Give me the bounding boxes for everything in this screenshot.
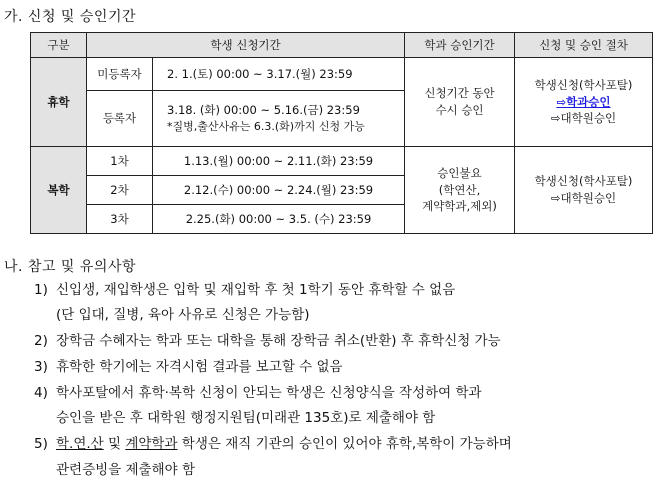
note-text: 장학금 수혜자는 학과 또는 대학을 통해 장학금 취소(반환) 후 휴학신청 가능 — [56, 333, 501, 349]
return-procedure-grad-approval: ⇨대학원승인 — [550, 191, 617, 205]
section-b-title: 나. 참고 및 유의사항 — [4, 259, 136, 275]
leave-sub-unregistered: 미등록자 — [87, 58, 153, 91]
return-sub-3: 3차 — [87, 205, 153, 234]
note-item — [56, 458, 195, 478]
note-text: 및 — [103, 436, 126, 452]
note-number: 2) — [34, 333, 48, 349]
note-item — [34, 432, 512, 452]
leave-period-unregistered: 2. 1.(토) 00:00 ~ 3.17.(월) 23:59 — [153, 58, 405, 91]
note-number: 4) — [34, 385, 48, 401]
leave-approval-line: 수시 승인 — [435, 103, 484, 117]
note-text: 학사포탈에서 휴학·복학 신청이 안되는 학생은 신청양식을 작성하여 학과 — [56, 385, 482, 401]
table-row — [31, 147, 653, 176]
leave-sub-registered: 등록자 — [87, 91, 153, 147]
note-text: 관련증빙을 제출해야 함 — [56, 462, 195, 478]
return-period-2: 2.12.(수) 00:00 ~ 2.24.(월) 23:59 — [153, 176, 405, 205]
return-period-1: 1.13.(월) 00:00 ~ 2.11.(화) 23:59 — [153, 147, 405, 176]
return-sub-1: 1차 — [87, 147, 153, 176]
header-dept-approval: 학과 승인기간 — [405, 33, 515, 58]
leave-procedure-grad-approval: ⇨대학원승인 — [550, 111, 617, 126]
note-item — [34, 381, 482, 401]
return-approval-line: 승인불요 — [437, 165, 482, 180]
note-text: (단 입대, 질병, 육아 사유로 신청은 가능함) — [56, 307, 310, 323]
return-approval-line: 계약학과,제외) — [422, 199, 497, 214]
note-item — [34, 278, 455, 298]
note-text: 휴학한 학기에는 자격시험 결과를 보고할 수 없음 — [56, 359, 343, 375]
header-procedure: 신청 및 승인 절차 — [515, 33, 653, 58]
leave-period-registered-note: *질병,출산사유는 6.3.(화)까지 신청 가능 — [167, 119, 365, 133]
return-sub-2: 2차 — [87, 176, 153, 205]
note-item — [34, 329, 501, 349]
note-item — [56, 303, 310, 323]
leave-label: 휴학 — [31, 58, 87, 147]
section-a-title: 가. 신청 및 승인기간 — [4, 9, 136, 25]
leave-dept-approval — [405, 58, 515, 147]
return-procedure-line1: 학생신청(학사포탈) — [534, 174, 633, 189]
note-number: 3) — [34, 359, 48, 375]
return-approval-line: (학연산, — [438, 182, 481, 197]
header-category: 구분 — [31, 33, 87, 58]
table-header-row — [31, 33, 653, 58]
header-student-period: 학생 신청기간 — [87, 33, 405, 58]
note-text: 학생은 재직 기관의 승인이 있어야 휴학,복학이 가능하며 — [177, 436, 512, 452]
note-item — [34, 355, 343, 375]
leave-procedure — [515, 58, 653, 147]
note-item — [56, 406, 435, 426]
note-text: 승인을 받은 후 대학원 행정지원팀(미래관 135호)로 제출해야 함 — [56, 410, 436, 426]
note-number: 1) — [34, 282, 48, 298]
leave-procedure-line1: 학생신청(학사포탈) — [534, 77, 633, 92]
leave-period-registered — [153, 91, 405, 147]
return-dept-approval — [405, 147, 515, 234]
note-underlined-term: 학.연.산 — [56, 436, 104, 452]
leave-period-registered-dates: 3.18. (화) 00:00 ~ 5.16.(금) 23:59 — [167, 103, 360, 118]
table-row — [31, 58, 653, 91]
leave-approval-line: 신청기간 동안 — [424, 86, 495, 101]
leave-procedure-dept-approval: ⇨학과승인 — [556, 94, 611, 109]
note-underlined-term: 계약학과 — [125, 436, 178, 452]
return-procedure — [515, 147, 653, 234]
return-label: 복학 — [31, 147, 87, 234]
schedule-table — [30, 32, 653, 234]
note-text: 신입생, 재입학생은 입학 및 재입학 후 첫 1학기 동안 휴학할 수 없음 — [56, 282, 456, 298]
return-period-3: 2.25.(화) 00:00 ~ 3.5. (수) 23:59 — [153, 205, 405, 234]
note-number: 5) — [34, 436, 48, 452]
